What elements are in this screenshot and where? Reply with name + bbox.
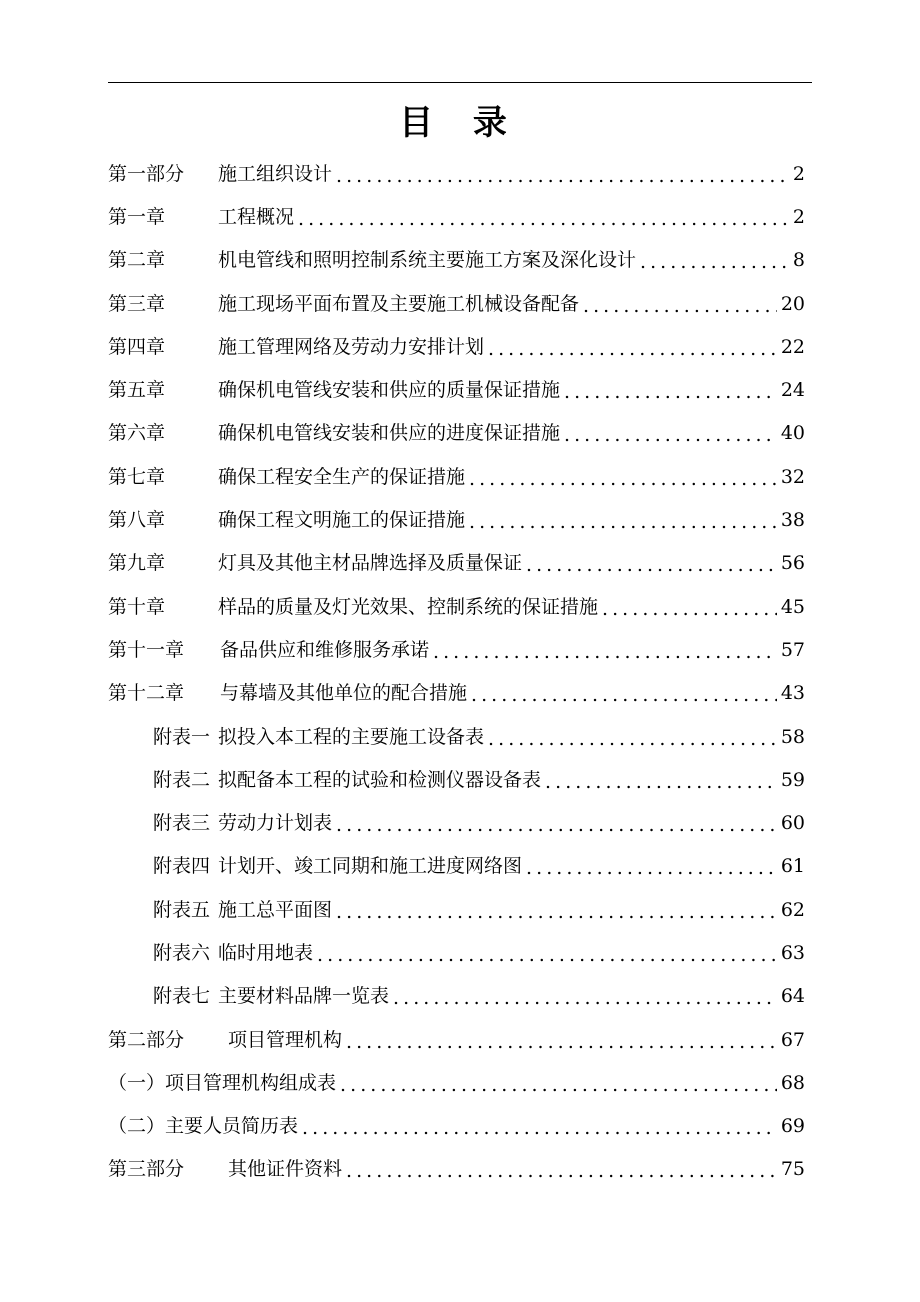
toc-entry-title: 确保工程安全生产的保证措施 (218, 465, 466, 488)
toc-entry-label: 附表四 (153, 855, 211, 878)
toc-dot-leader (564, 380, 777, 404)
toc-entry-page-number: 8 (792, 249, 805, 272)
toc-entry[interactable] (108, 931, 805, 974)
toc-entry-page-number: 67 (780, 1028, 805, 1051)
toc-entry-page-number: 56 (780, 552, 805, 575)
toc-entry-page-number: 45 (780, 595, 805, 618)
toc-entry-title: 机电管线和照明控制系统主要施工方案及深化设计 (218, 249, 637, 272)
toc-entry-page-number: 62 (780, 898, 805, 921)
toc-entry-page-number: 59 (780, 768, 805, 791)
toc-entry-page-number: 69 (780, 1115, 805, 1138)
toc-entry-label: 第四章 (108, 335, 166, 358)
toc-dot-leader (336, 813, 777, 837)
header-rule (108, 82, 812, 83)
toc-entry-label: 第十二章 (108, 682, 185, 705)
toc-entry-page-number: 64 (780, 985, 805, 1008)
table-of-contents (108, 152, 805, 1191)
toc-entry-label: 第十一章 (108, 638, 185, 661)
toc-entry[interactable] (108, 239, 805, 282)
toc-entry[interactable] (108, 195, 805, 238)
toc-entry[interactable] (108, 1105, 805, 1148)
toc-entry-label: 附表五 (153, 898, 211, 921)
toc-entry-label: 第八章 (108, 509, 166, 532)
toc-dot-leader (336, 164, 789, 188)
toc-dot-leader (488, 337, 777, 361)
toc-entry-page-number: 2 (792, 162, 805, 185)
toc-entry-label: 附表七 (153, 985, 211, 1008)
toc-dot-leader (526, 856, 777, 880)
toc-entry[interactable] (108, 498, 805, 541)
toc-entry-page-number: 20 (780, 292, 805, 315)
toc-entry[interactable] (108, 1061, 805, 1104)
toc-entry-title: 施工总平面图 (218, 898, 333, 921)
toc-dot-leader (346, 1159, 777, 1183)
toc-entry-title: 备品供应和维修服务承诺 (220, 638, 430, 661)
toc-entry[interactable] (108, 282, 805, 325)
toc-entry-page-number: 75 (780, 1158, 805, 1181)
page-title: 目 录 (399, 103, 521, 143)
toc-entry[interactable] (108, 152, 805, 195)
toc-entry-page-number: 43 (780, 682, 805, 705)
toc-entry-title: 拟投入本工程的主要施工设备表 (218, 725, 485, 748)
toc-dot-leader (564, 423, 777, 447)
toc-entry[interactable] (108, 368, 805, 411)
toc-entry-label: 附表三 (153, 812, 211, 835)
toc-entry-page-number: 58 (780, 725, 805, 748)
toc-entry-label: 第一章 (108, 205, 166, 228)
toc-entry-page-number: 57 (780, 638, 805, 661)
toc-entry-label: 附表一 (153, 725, 211, 748)
toc-entry[interactable] (108, 628, 805, 671)
toc-entry-page-number: 38 (780, 509, 805, 532)
toc-entry-title: 确保工程文明施工的保证措施 (218, 509, 466, 532)
toc-dot-leader (602, 597, 777, 621)
toc-entry-label: 第六章 (108, 422, 166, 445)
toc-entry[interactable] (108, 888, 805, 931)
toc-entry-page-number: 2 (792, 205, 805, 228)
toc-entry-page-number: 60 (780, 812, 805, 835)
toc-dot-leader (545, 770, 777, 794)
toc-entry-page-number: 32 (780, 465, 805, 488)
toc-entry-title: 主要人员简历表 (165, 1115, 299, 1138)
toc-dot-leader (640, 250, 789, 274)
toc-entry[interactable] (108, 1018, 805, 1061)
toc-entry-label: 第二部分 (108, 1028, 185, 1051)
toc-entry-title: 与幕墙及其他单位的配合措施 (220, 682, 468, 705)
toc-entry-label: 第七章 (108, 465, 166, 488)
toc-entry-label: 附表六 (153, 941, 211, 964)
toc-entry-label: 第十章 (108, 595, 166, 618)
toc-entry-label: 第九章 (108, 552, 166, 575)
toc-entry-title: 临时用地表 (218, 941, 314, 964)
toc-entry-label: 第二章 (108, 249, 166, 272)
toc-entry-title: 项目管理机构 (228, 1028, 343, 1051)
toc-entry-label: 第三章 (108, 292, 166, 315)
toc-entry-title: 样品的质量及灯光效果、控制系统的保证措施 (218, 595, 599, 618)
toc-entry-title: 其他证件资料 (228, 1158, 343, 1181)
toc-entry[interactable] (108, 758, 805, 801)
toc-dot-leader (298, 207, 789, 231)
toc-entry-page-number: 68 (780, 1071, 805, 1094)
toc-entry-title: 施工管理网络及劳动力安排计划 (218, 335, 485, 358)
toc-entry-page-number: 63 (780, 941, 805, 964)
toc-entry-page-number: 61 (780, 855, 805, 878)
toc-entry-label: 第五章 (108, 379, 166, 402)
toc-entry[interactable] (108, 975, 805, 1018)
toc-entry-page-number: 24 (780, 379, 805, 402)
toc-dot-leader (346, 1030, 777, 1054)
toc-entry-page-number: 40 (780, 422, 805, 445)
toc-entry[interactable] (108, 801, 805, 844)
toc-entry-title: 项目管理机构组成表 (165, 1071, 337, 1094)
toc-entry[interactable] (108, 1148, 805, 1191)
toc-entry[interactable] (108, 412, 805, 455)
toc-entry-label: 第三部分 (108, 1158, 185, 1181)
toc-entry[interactable] (108, 672, 805, 715)
toc-dot-leader (469, 510, 777, 534)
toc-dot-leader (469, 467, 777, 491)
toc-dot-leader (583, 294, 777, 318)
toc-entry[interactable] (108, 455, 805, 498)
toc-entry-label: （二） (108, 1115, 166, 1138)
toc-entry-title: 拟配备本工程的试验和检测仪器设备表 (218, 768, 542, 791)
toc-dot-leader (471, 683, 777, 707)
toc-dot-leader (433, 640, 777, 664)
toc-entry-title: 灯具及其他主材品牌选择及质量保证 (218, 552, 523, 575)
toc-dot-leader (393, 986, 777, 1010)
toc-entry-label: （一） (108, 1071, 166, 1094)
toc-entry-title: 主要材料品牌一览表 (218, 985, 390, 1008)
toc-entry[interactable] (108, 542, 805, 585)
toc-entry[interactable] (108, 715, 805, 758)
toc-entry-title: 确保机电管线安装和供应的进度保证措施 (218, 422, 561, 445)
toc-dot-leader (488, 727, 777, 751)
toc-dot-leader (302, 1116, 777, 1140)
toc-entry[interactable] (108, 325, 805, 368)
toc-dot-leader (317, 943, 777, 967)
toc-entry-page-number: 22 (780, 335, 805, 358)
toc-entry[interactable] (108, 845, 805, 888)
toc-entry-label: 附表二 (153, 768, 211, 791)
toc-dot-leader (526, 553, 777, 577)
toc-dot-leader (336, 900, 777, 924)
toc-entry[interactable] (108, 585, 805, 628)
toc-entry-title: 计划开、竣工同期和施工进度网络图 (218, 855, 523, 878)
toc-entry-title: 施工现场平面布置及主要施工机械设备配备 (218, 292, 580, 315)
toc-entry-title: 工程概况 (218, 205, 295, 228)
toc-entry-label: 第一部分 (108, 162, 185, 185)
toc-entry-title: 施工组织设计 (218, 162, 333, 185)
toc-entry-title: 劳动力计划表 (218, 812, 333, 835)
toc-dot-leader (340, 1073, 777, 1097)
toc-entry-title: 确保机电管线安装和供应的质量保证措施 (218, 379, 561, 402)
